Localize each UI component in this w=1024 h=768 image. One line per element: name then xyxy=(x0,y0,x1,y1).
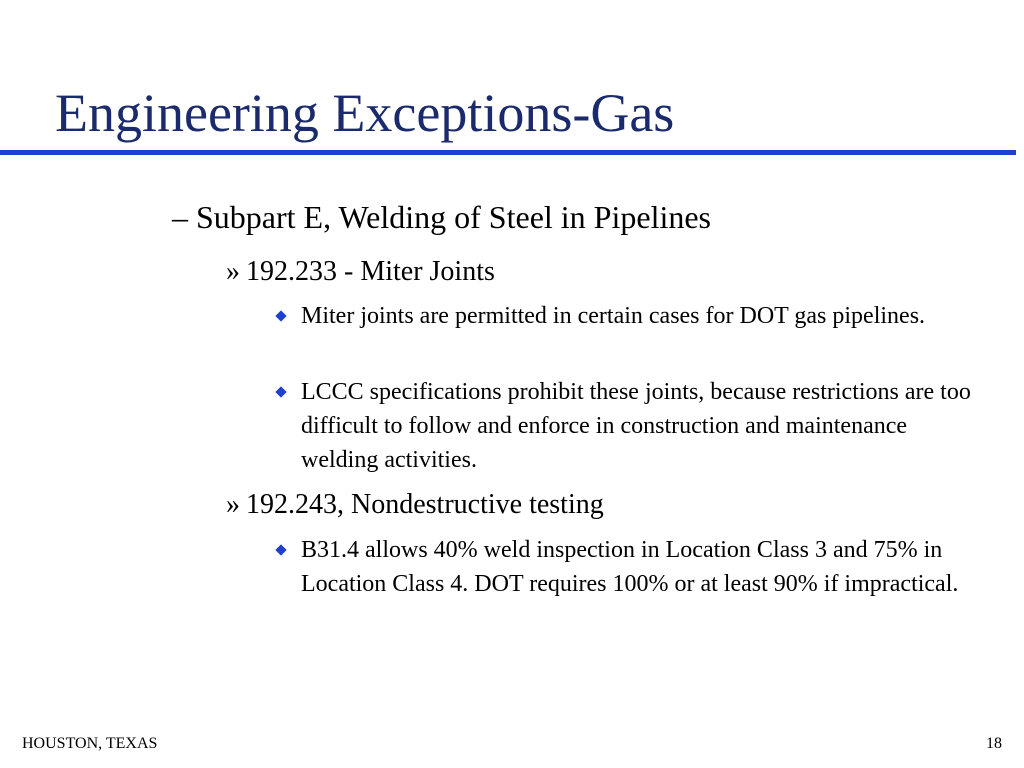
bullet-text: B31.4 allows 40% weld inspection in Location Class 3 and 75% in Location Class 4. DOT requires 100% or at least 90% if impractical. xyxy=(301,537,959,597)
chevron-marker: » xyxy=(226,256,240,287)
diamond-bullet-icon xyxy=(275,544,286,555)
bullet-text: Miter joints are permitted in certain cases for DOT gas pipelines. xyxy=(301,303,926,329)
level1-item xyxy=(172,197,711,237)
footer-location: HOUSTON, TEXAS xyxy=(22,735,158,752)
footer-page-number: 18 xyxy=(986,735,1002,752)
chevron-marker: » xyxy=(226,489,240,520)
bullet-item xyxy=(275,299,975,333)
bullet-text: LCCC specifications prohibit these joints, because restrictions are too difficult to follow and enforce in construction and maintenance welding activities. xyxy=(301,379,971,473)
level1-text: Subpart E, Welding of Steel in Pipelines xyxy=(196,199,711,235)
title-divider xyxy=(0,150,1016,155)
diamond-bullet-icon xyxy=(275,310,286,321)
bullet-item xyxy=(275,533,975,601)
diamond-bullet-icon xyxy=(275,386,286,397)
dash-marker: – xyxy=(172,199,188,235)
section-heading-text: 192.233 - Miter Joints xyxy=(246,256,495,287)
bullet-item xyxy=(275,375,975,477)
section-heading-text: 192.243, Nondestructive testing xyxy=(246,489,604,520)
section-heading-miter-joints xyxy=(226,254,495,290)
slide-title: Engineering Exceptions-Gas xyxy=(55,83,675,143)
section-heading-nondestructive-testing xyxy=(226,487,604,523)
